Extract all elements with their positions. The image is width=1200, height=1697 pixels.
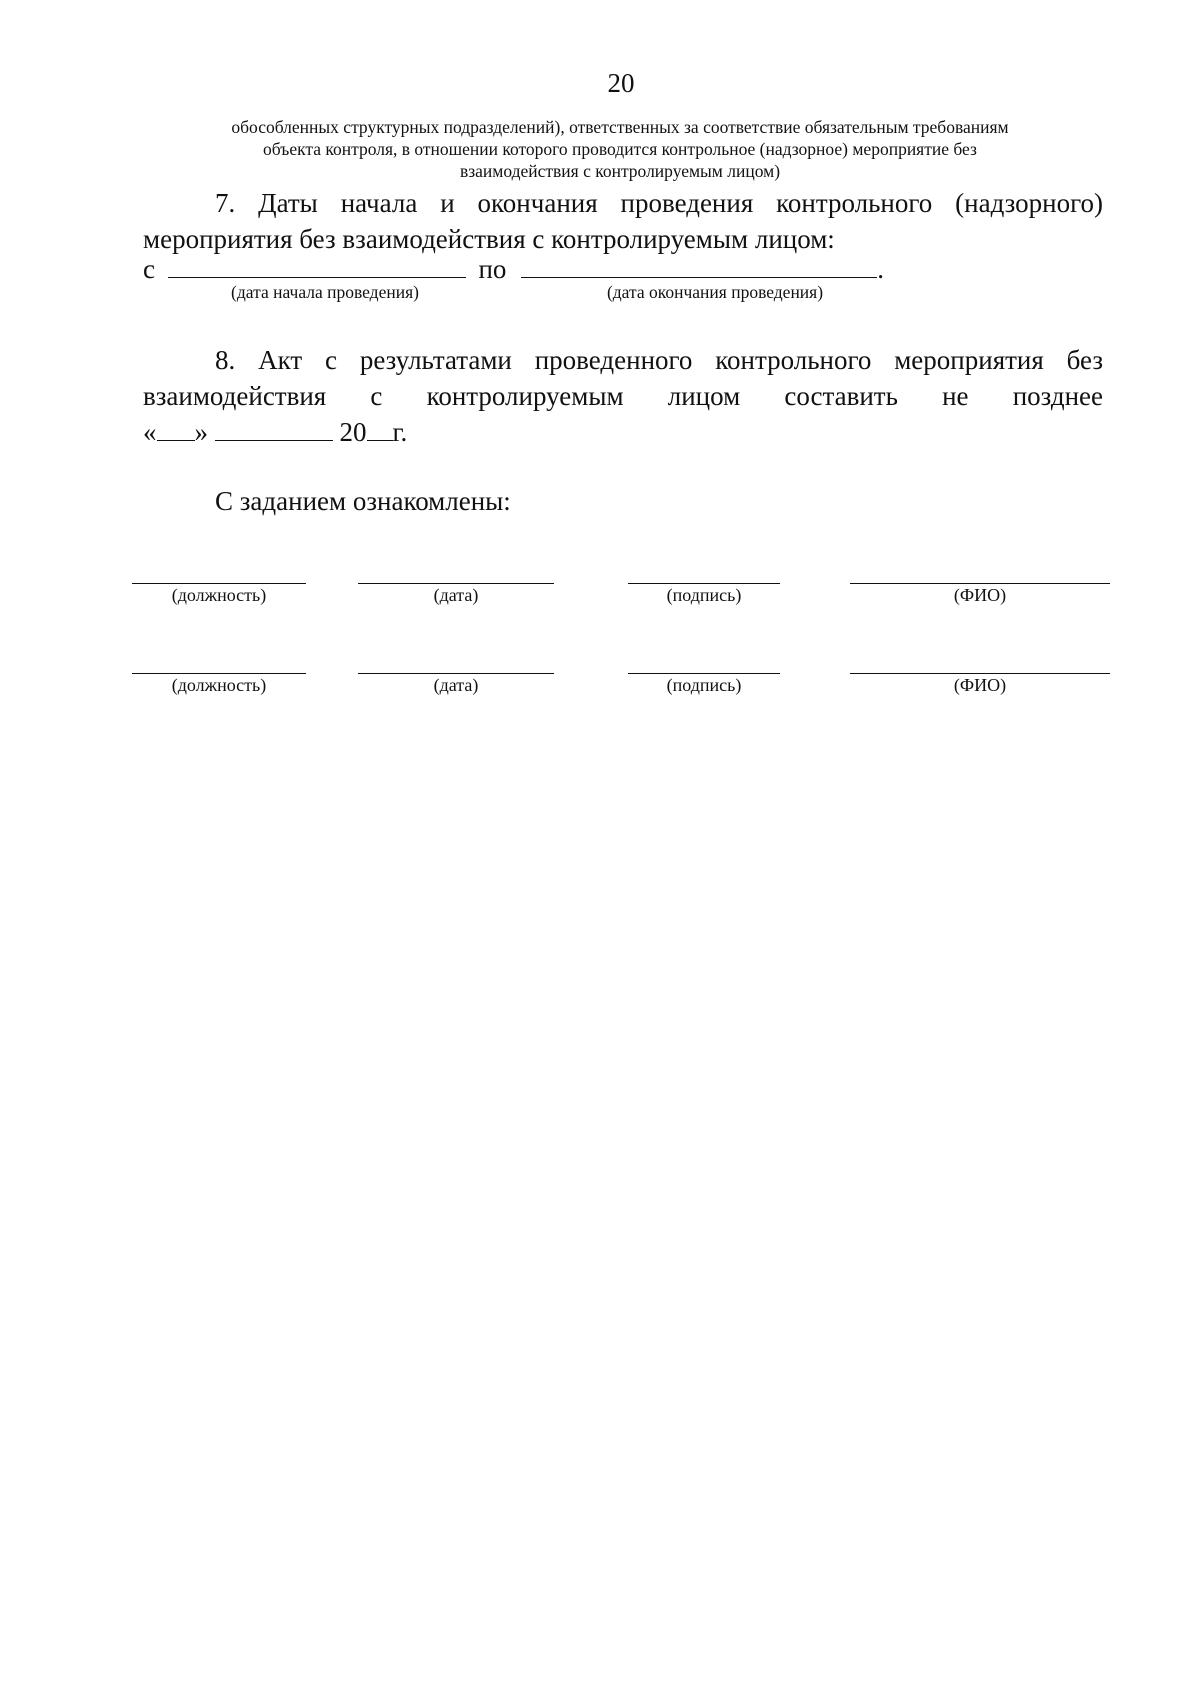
start-date-field[interactable] <box>168 255 466 278</box>
position-label-1: (должность) <box>171 585 267 605</box>
item-7-text: 7. Даты начала и окончания проведения контрольного (надзорного) мероприятия без взаимодействия с контролируемым лицом: <box>143 188 1103 254</box>
name-label-2: (ФИО) <box>953 675 1007 695</box>
position-line-2[interactable] <box>132 673 306 674</box>
signature-label-1: (подпись) <box>666 585 742 605</box>
name-label-1: (ФИО) <box>953 585 1007 605</box>
item-7-paragraph <box>143 185 1103 257</box>
end-date-field[interactable] <box>521 255 877 278</box>
date-label-2: (дата) <box>433 675 479 695</box>
caption-top <box>150 116 1090 182</box>
name-line-2[interactable] <box>850 673 1110 674</box>
year-suffix: г. <box>392 417 408 447</box>
end-dot: . <box>877 254 884 284</box>
page-number: 20 <box>607 68 635 98</box>
item-8-text: 8. Акт с результатами проведенного контрольного мероприятия без взаимодействия с контролируемым лицом составить не позднее <box>143 345 1103 411</box>
deadline-month-field[interactable] <box>215 418 333 441</box>
item-8-paragraph <box>143 342 1103 414</box>
deadline-row <box>143 414 407 450</box>
to-word: по <box>478 254 507 284</box>
position-label-2: (должность) <box>171 675 267 695</box>
dates-row <box>143 254 884 284</box>
quote-open: « <box>143 417 157 447</box>
year-prefix: 20 <box>339 417 367 447</box>
position-line-1[interactable] <box>132 583 306 584</box>
acquainted-heading: С заданием ознакомлены: <box>215 486 511 516</box>
date-line-1[interactable] <box>358 583 554 584</box>
caption-line-2: объекта контроля, в отношении которого проводится контрольное (надзорное) мероприятие без <box>263 139 977 159</box>
caption-line-1: обособленных структурных подразделений), ответственных за соответствие обязательным требованиям <box>231 117 1009 137</box>
end-date-caption: (дата окончания проведения) <box>606 282 824 302</box>
name-line-1[interactable] <box>850 583 1110 584</box>
from-word: с <box>143 254 155 284</box>
signature-line-2[interactable] <box>628 673 780 674</box>
start-date-caption: (дата начала проведения) <box>231 282 419 302</box>
quote-close: » <box>194 417 208 447</box>
date-label-1: (дата) <box>433 585 479 605</box>
signature-line-1[interactable] <box>628 583 780 584</box>
signature-label-2: (подпись) <box>666 675 742 695</box>
deadline-year-field[interactable] <box>367 418 393 441</box>
deadline-day-field[interactable] <box>157 418 195 441</box>
date-line-2[interactable] <box>358 673 554 674</box>
caption-line-3: взаимодействия с контролируемым лицом) <box>459 161 781 181</box>
